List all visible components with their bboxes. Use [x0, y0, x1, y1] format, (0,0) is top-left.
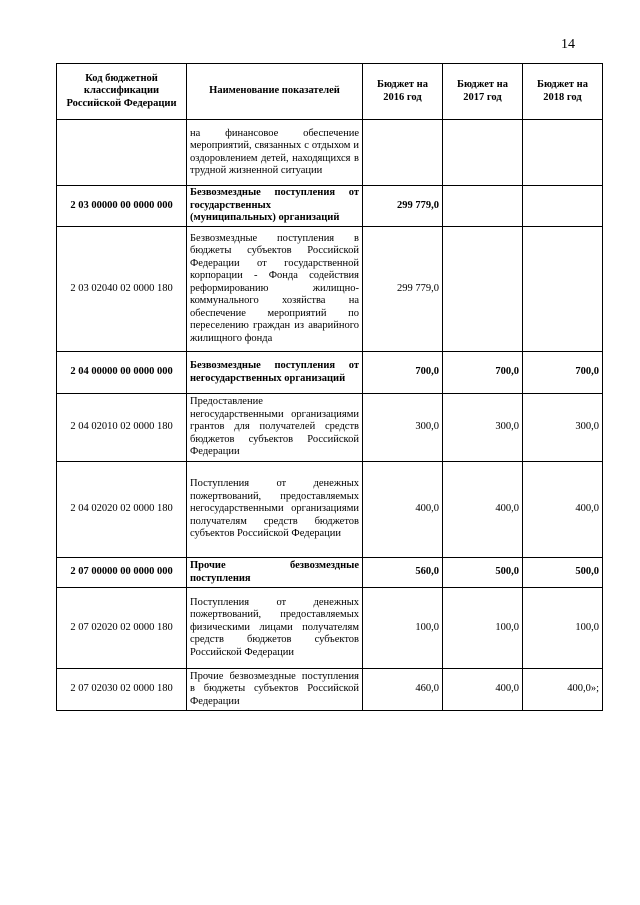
- row-code: 2 03 00000 00 0000 000: [57, 186, 187, 227]
- header-budget-2018: Бюджет на 2018 год: [523, 64, 603, 120]
- row-budget-2016: 460,0: [363, 669, 443, 711]
- row-budget-2017: 700,0: [443, 352, 523, 394]
- row-budget-2017: 500,0: [443, 558, 523, 588]
- table-row: [57, 558, 603, 588]
- page-number: 14: [561, 37, 575, 52]
- table-row: [57, 394, 603, 462]
- row-name: Безвозмездные поступления от негосударственных организаций: [187, 352, 363, 394]
- row-budget-2018: [523, 186, 603, 227]
- row-budget-2016: 299 779,0: [363, 227, 443, 352]
- row-budget-2016: 300,0: [363, 394, 443, 462]
- row-name: Безвозмездные поступления в бюджеты субъектов Российской Федерации от государственной корпорации - Фонда содействия реформированию жилищно-коммунального хозяйства на обеспечение мероприятий по переселению граждан из аварийного жилищного фонда: [187, 227, 363, 352]
- table-row: [57, 588, 603, 669]
- row-budget-2017: [443, 120, 523, 186]
- row-budget-2017: 300,0: [443, 394, 523, 462]
- row-budget-2016: [363, 120, 443, 186]
- row-name: Поступления от денежных пожертвований, предоставляемых физическими лицами получателям средств бюджетов субъектов Российской Федерации: [187, 588, 363, 669]
- row-name: Прочие безвозмездные поступления в бюджеты субъектов Российской Федерации: [187, 669, 363, 711]
- row-budget-2017: [443, 227, 523, 352]
- row-budget-2017: 400,0: [443, 669, 523, 711]
- row-budget-2018: 100,0: [523, 588, 603, 669]
- table-row: [57, 120, 603, 186]
- row-budget-2017: 400,0: [443, 462, 523, 558]
- header-budget-2017: Бюджет на 2017 год: [443, 64, 523, 120]
- row-code: 2 07 02030 02 0000 180: [57, 669, 187, 711]
- row-budget-2016: 560,0: [363, 558, 443, 588]
- row-code: 2 03 02040 02 0000 180: [57, 227, 187, 352]
- header-budget-2016: Бюджет на 2016 год: [363, 64, 443, 120]
- row-budget-2016: 299 779,0: [363, 186, 443, 227]
- row-code: [57, 120, 187, 186]
- row-budget-2018: 500,0: [523, 558, 603, 588]
- row-budget-2018: [523, 227, 603, 352]
- row-budget-2017: [443, 186, 523, 227]
- row-budget-2016: 700,0: [363, 352, 443, 394]
- row-budget-2018: [523, 120, 603, 186]
- row-name: Прочие безвозмездные поступления: [187, 558, 363, 588]
- row-budget-2016: 400,0: [363, 462, 443, 558]
- row-budget-2016: 100,0: [363, 588, 443, 669]
- row-code: 2 04 00000 00 0000 000: [57, 352, 187, 394]
- row-budget-2018: 300,0: [523, 394, 603, 462]
- row-name: на финансовое обеспечение мероприятий, связанных с отдыхом и оздоровлением детей, находящихся в трудной жизненной ситуации: [187, 120, 363, 186]
- header-name: Наименование показателей: [187, 64, 363, 120]
- row-name: Предоставление негосударственными организациями грантов для получателей средств бюджетов субъектов Российской Федерации: [187, 394, 363, 462]
- row-name: Безвозмездные поступления от государственных (муниципальных) организаций: [187, 186, 363, 227]
- table-row: [57, 186, 603, 227]
- table-header-row: [57, 64, 603, 120]
- row-budget-2017: 100,0: [443, 588, 523, 669]
- row-budget-2018: 400,0: [523, 462, 603, 558]
- table-row: [57, 669, 603, 711]
- table-row: [57, 227, 603, 352]
- row-code: 2 04 02020 02 0000 180: [57, 462, 187, 558]
- row-budget-2018: 400,0»;: [523, 669, 603, 711]
- row-code: 2 07 02020 02 0000 180: [57, 588, 187, 669]
- row-budget-2018: 700,0: [523, 352, 603, 394]
- row-name: Поступления от денежных пожертвований, предоставляемых негосударственными организациями получателям средств бюджетов субъектов Российской Федерации: [187, 462, 363, 558]
- header-code: Код бюджетной классификации Российской Федерации: [57, 64, 187, 120]
- table-row: [57, 462, 603, 558]
- table-row: [57, 352, 603, 394]
- row-code: 2 07 00000 00 0000 000: [57, 558, 187, 588]
- row-code: 2 04 02010 02 0000 180: [57, 394, 187, 462]
- budget-table: [56, 63, 603, 711]
